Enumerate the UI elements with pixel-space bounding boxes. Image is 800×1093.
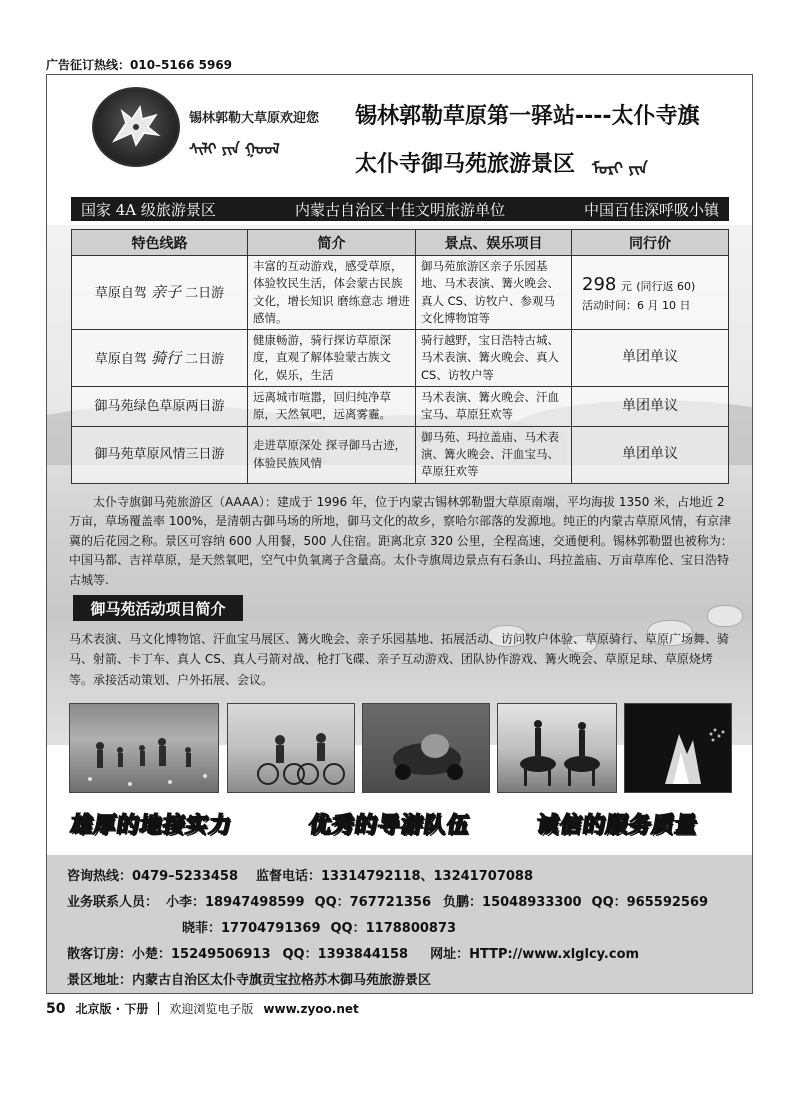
route-cell: 御马苑绿色草原两日游 — [72, 386, 248, 426]
route-cell: 草原自驾 亲子 二日游 — [72, 256, 248, 330]
price-cell: 单团单议 — [572, 426, 729, 483]
honors-banner — [71, 197, 729, 221]
horse-logo-icon — [106, 101, 166, 153]
photo-horse-riding-show — [497, 703, 617, 793]
footer-divider — [158, 1002, 159, 1015]
contact-xiaoli-qq: QQ：767721356 — [314, 894, 432, 910]
slogan-1: 雄厚的地接实力 — [68, 812, 234, 838]
contact-row-liaison — [67, 887, 734, 913]
headline-2: 太仆寺御马苑旅游景区 — [355, 152, 576, 177]
liaison-label: 业务联系人员： — [67, 894, 159, 910]
advertisement-frame — [46, 74, 753, 994]
spots-cell: 御马苑旅游区亲子乐园基地、马术表演、篝火晚会、真人 CS、访牧户、参观马文化博物馆等 — [416, 256, 572, 330]
table-row — [72, 386, 729, 426]
activities-text: 马术表演、马文化博物馆、汗血宝马展区、篝火晚会、亲子乐园基地、拓展活动、访问牧户体验、草原骑行、草原广场舞、骑马、射箭、卡丁车、真人 CS、真人弓箭对战、枪打飞碟、亲子互动游戏、团队协作游戏、篝火晚会、草原足球、草原烧烤等。承接活动策划、户外拓展、会议。 — [69, 632, 730, 687]
page-footer — [46, 1000, 359, 1017]
table-row — [72, 330, 729, 387]
spots-cell: 骑行越野，宝日浩特古城、马术表演、篝火晚会、真人 CS、访牧户等 — [416, 330, 572, 387]
scenic-area-logo — [92, 87, 180, 167]
intro-cell: 走进草原深处 探寻御马古迹，体验民族风情 — [248, 426, 416, 483]
route-table — [71, 229, 729, 484]
contact-section — [47, 855, 753, 994]
scenic-address: 景区地址：内蒙古自治区太仆寺旗贡宝拉格苏木御马苑旅游景区 — [67, 972, 432, 988]
headline-1: 锡林郭勒草原第一驿站----太仆寺旗 — [355, 104, 700, 129]
price-cell: 298 元 (同行返 60) 活动时间：6 月 10 日 — [572, 256, 729, 330]
spots-cell: 御马苑、玛拉盖庙、马术表演、篝火晚会、汗血宝马、草原狂欢等 — [416, 426, 572, 483]
honor-2: 内蒙古自治区十佳文明旅游单位 — [294, 200, 505, 219]
contact-row-hotline — [67, 861, 734, 887]
table-row — [72, 256, 729, 330]
honor-1: 国家 4A 级旅游景区 — [81, 200, 216, 219]
photo-cycling — [227, 703, 355, 793]
ad-hotline: 广告征订热线：010–5166 5969 — [46, 58, 233, 72]
slogan-3: 诚信的服务质量 — [534, 812, 700, 838]
intro-cell: 健康畅游，骑行探访草原深度，直观了解体验蒙古族文化，娱乐，生活 — [248, 330, 416, 387]
mongolian-script-2: ᠮᠣᠷᠢ ᠶᠢᠨ — [592, 159, 648, 178]
contact-row-booking — [67, 939, 734, 965]
route-cell: 御马苑草原风情三日游 — [72, 426, 248, 483]
contact-fupeng: 负鹏：15048933300 — [443, 894, 582, 910]
contact-xiaofei: 晓菲：17704791369 — [182, 920, 321, 936]
mongolian-script-1: ᠰᠢᠯᠢ ᠶᠢᠨ ᠭᠣᠤᠯ — [189, 140, 280, 158]
website-link[interactable]: 网址：HTTP://www.xlglcy.com — [430, 946, 640, 962]
edition-label: 北京版 · 下册 — [75, 1002, 149, 1016]
booking-contact: 散客订房：小楚：15249506913 — [67, 946, 271, 962]
route-cell: 草原自驾 骑行 二日游 — [72, 330, 248, 387]
photo-bonfire-night — [624, 703, 732, 793]
header-route: 特色线路 — [72, 230, 248, 256]
welcome-text: 锡林郭勒大草原欢迎您 — [189, 111, 320, 126]
page-number: 50 — [46, 1000, 66, 1017]
intro-cell: 远离城市喧嚣，回归纯净草原，天然氧吧，远离雾霾。 — [248, 386, 416, 426]
activities-heading: 御马苑活动项目简介 — [73, 595, 243, 621]
honor-3: 中国百佳深呼吸小镇 — [583, 200, 719, 219]
spots-cell: 马术表演、篝火晚会、汗血宝马、草原狂欢等 — [416, 386, 572, 426]
supervise-phone: 监督电话：13314792118、13241707088 — [256, 868, 533, 884]
table-header-row — [72, 230, 729, 256]
header-price: 同行价 — [572, 230, 729, 256]
header-spots: 景点、娱乐项目 — [416, 230, 572, 256]
slogan-2: 优秀的导游队伍 — [306, 812, 472, 838]
table-row — [72, 426, 729, 483]
contact-row-address — [67, 965, 734, 991]
scenic-description: 太仆寺旗御马苑旅游区（AAAA）：建成于 1996 年，位于内蒙古锡林郭勒盟大草原南端，平均海拔 1350 米，占地近 2 万亩，草场覆盖率 100%，是清朝古御马场的所地，御马文化的故乡，察哈尔部落的发源地。纯正的内蒙古草原风情，有京津冀的后花园之称。景区可容纳 600 人用餐，500 人住宿。距离北京 320 公里，全程高速，交通便利。锡林郭勒盟也被称为：中国马都、吉祥草原，是天然氧吧，空气中负氧离子含量高。太仆寺旗周边景点有石条山、玛拉盖庙、万亩草库伦、宝日浩特古城等. — [69, 495, 733, 587]
contact-row-xiaofei — [67, 913, 734, 939]
hotline: 咨询热线：0479–5233458 — [67, 868, 238, 884]
photo-family-meadow — [69, 703, 219, 793]
footer-welcome: 欢迎浏览电子版 — [169, 1002, 254, 1016]
contact-fupeng-qq: QQ：965592569 — [591, 894, 709, 910]
footer-url[interactable]: www.zyoo.net — [263, 1001, 359, 1016]
price-cell: 单团单议 — [572, 386, 729, 426]
price-cell: 单团单议 — [572, 330, 729, 387]
contact-xiaofei-qq: QQ：1178800873 — [330, 920, 457, 936]
photo-go-kart — [362, 703, 490, 793]
contact-xiaoli: 小李：18947498599 — [166, 894, 305, 910]
booking-qq: QQ：1393844158 — [282, 946, 409, 962]
header-intro: 简介 — [248, 230, 416, 256]
intro-cell: 丰富的互动游戏，感受草原，体验牧民生活，体会蒙古民族文化，增长知识 磨练意志 增进感情。 — [248, 256, 416, 330]
